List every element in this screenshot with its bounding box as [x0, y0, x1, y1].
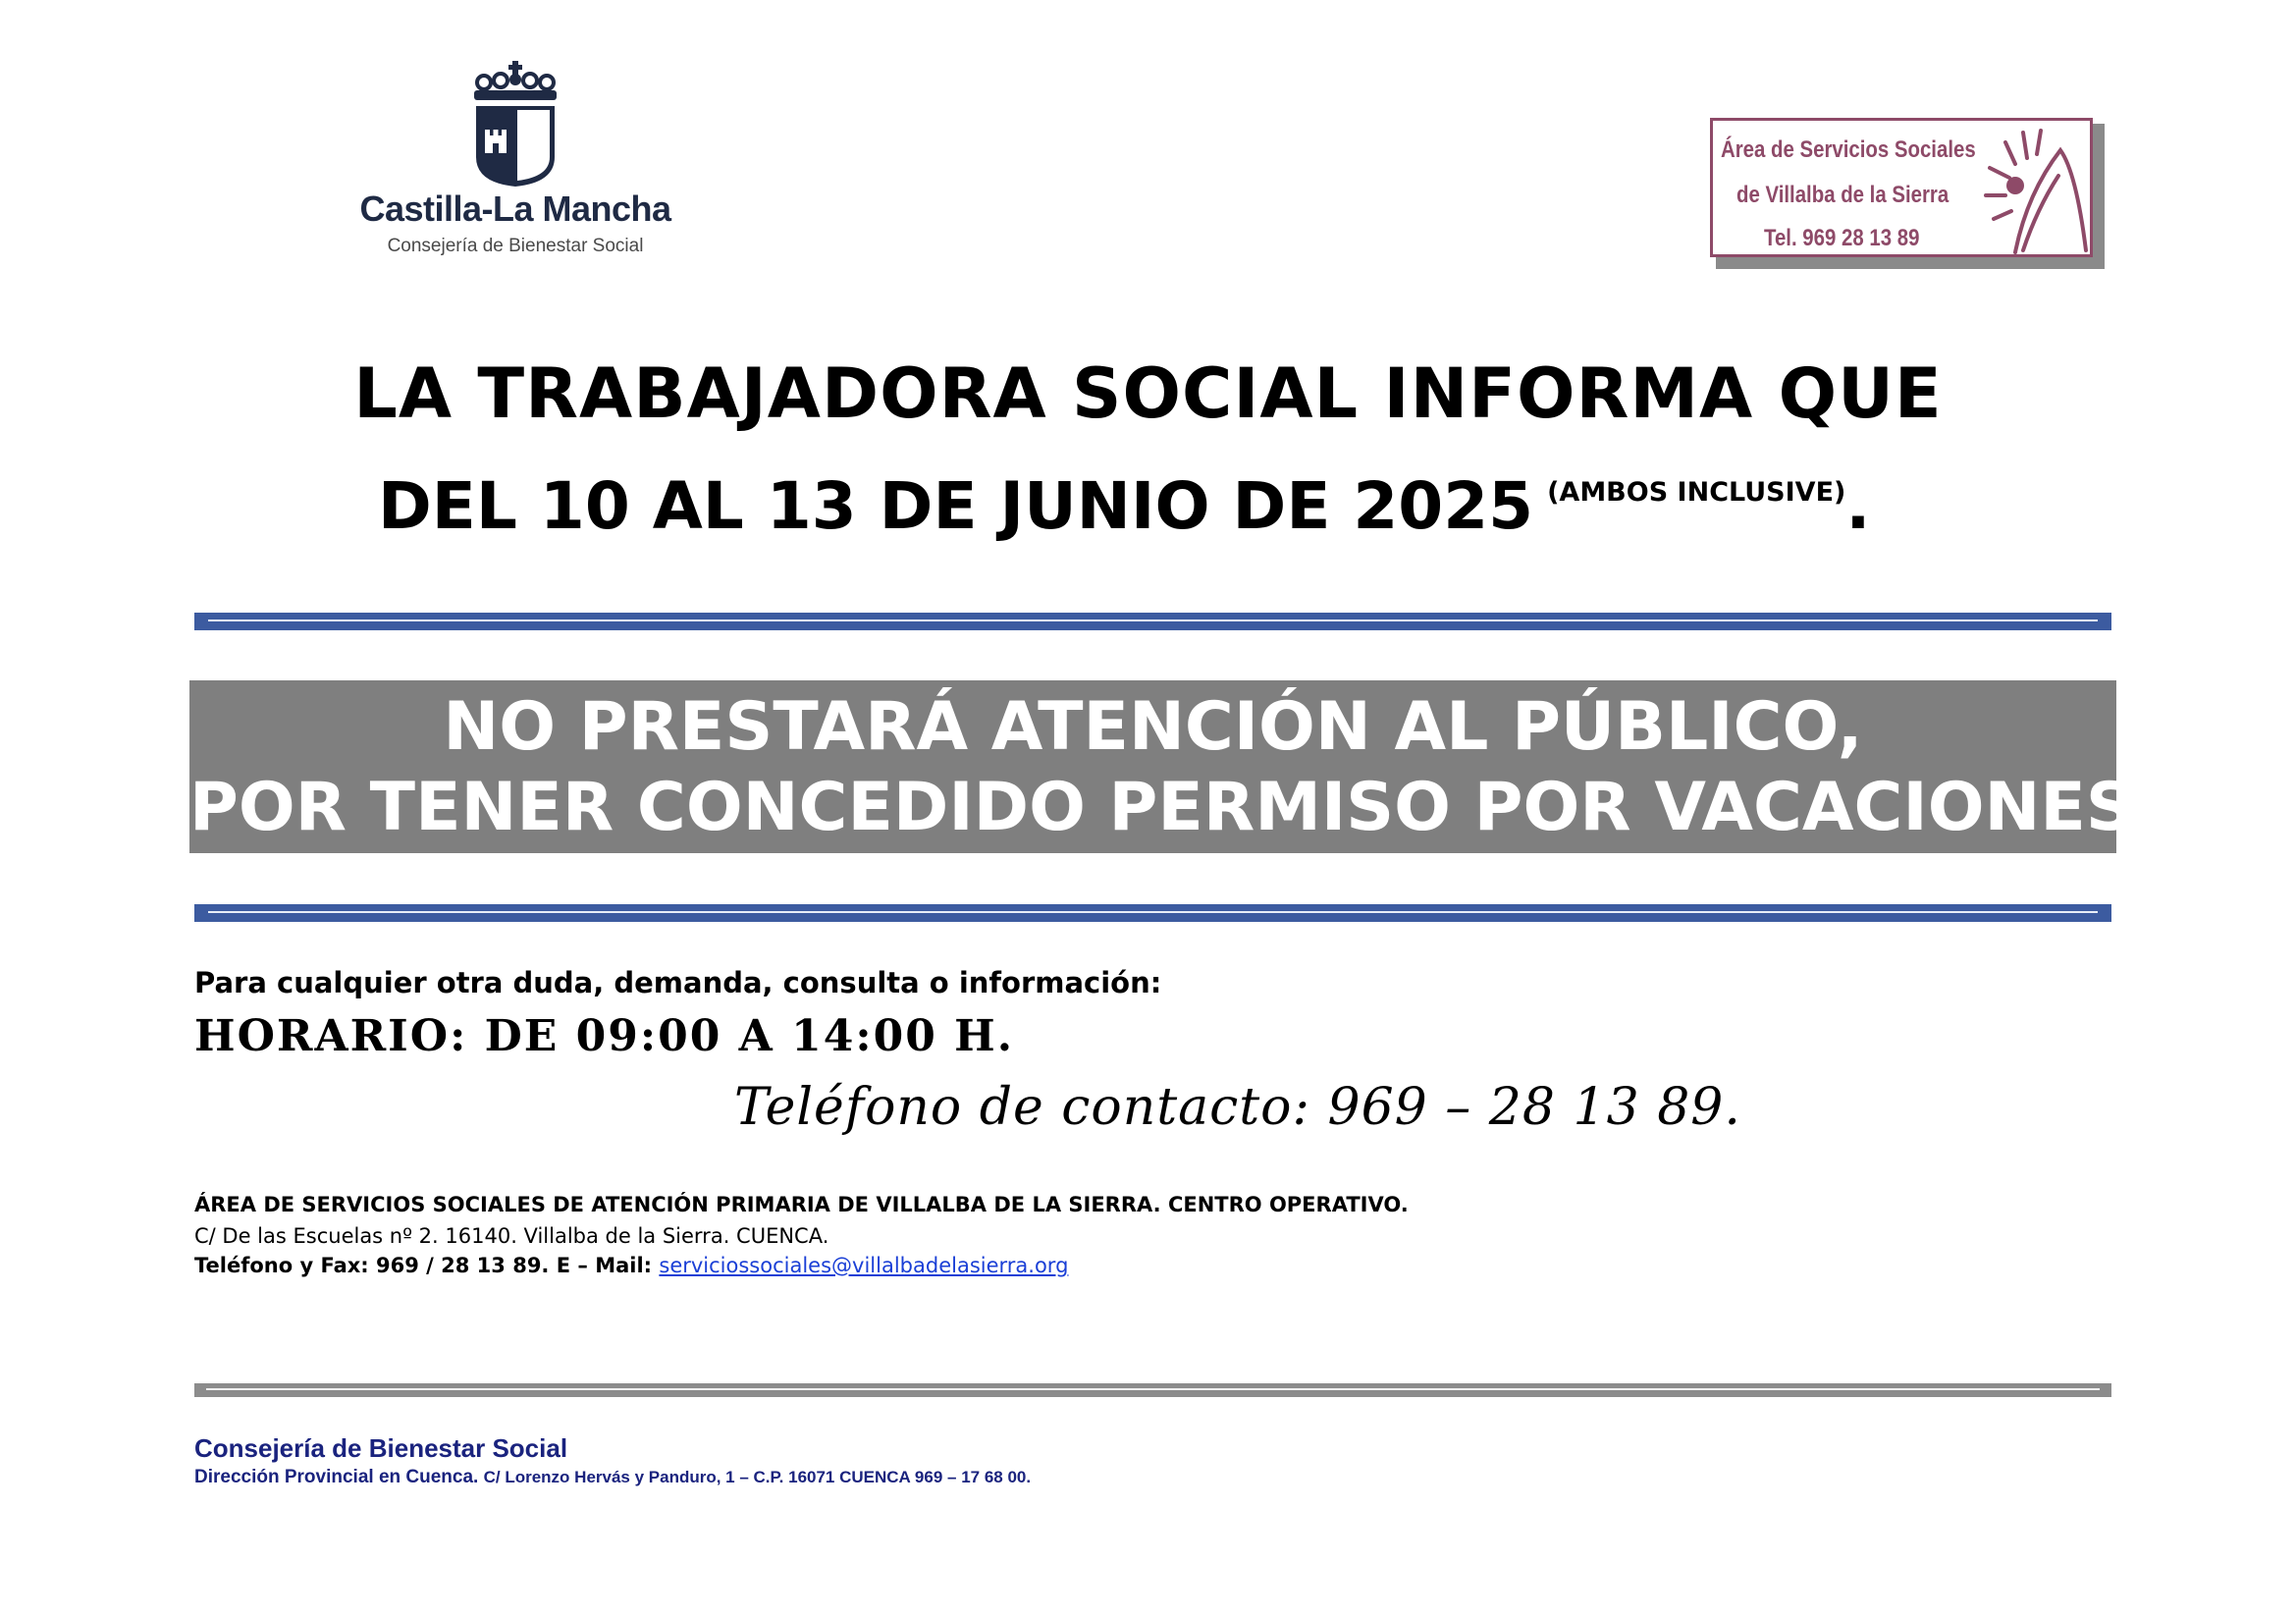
- servicios-sociales-stamp: [1710, 118, 2103, 265]
- blue-divider-bottom: [194, 904, 2111, 922]
- organization-contact-prefix: Teléfono y Fax: 969 / 28 13 89. E – Mail:: [194, 1254, 660, 1277]
- clm-logo-department: Consejería de Bienestar Social: [387, 236, 644, 256]
- stamp-line-3: Tel. 969 28 13 89: [1764, 225, 1920, 251]
- clm-logo-name: Castilla-La Mancha: [359, 189, 671, 229]
- crown-castle-crest-icon: [468, 61, 562, 189]
- stamp-box: [1710, 118, 2093, 257]
- footer-address: C/ Lorenzo Hervás y Panduro, 1 – C.P. 16071 CUENCA 969 – 17 68 00.: [483, 1468, 1032, 1486]
- contact-intro: Para cualquier otra duda, demanda, consulta o información:: [194, 966, 1162, 999]
- castilla-la-mancha-logo: [358, 61, 672, 267]
- footer-directorate: Dirección Provincial en Cuenca.: [194, 1467, 479, 1487]
- banner-line-2: POR TENER CONCEDIDO PERMISO POR VACACIONES.: [189, 769, 2160, 846]
- footer-title: Consejería de Bienestar Social: [194, 1433, 568, 1463]
- organization-name: ÁREA DE SERVICIOS SOCIALES DE ATENCIÓN PRIMARIA DE VILLALBA DE LA SIERRA. CENTRO OPERATIVO.: [194, 1193, 1409, 1216]
- headline-line-1: LA TRABAJADORA SOCIAL INFORMA QUE: [353, 353, 1943, 434]
- headline-line-2: [378, 468, 1870, 544]
- grey-divider-footer: [194, 1383, 2111, 1397]
- opening-hours: HORARIO: DE 09:00 A 14:00 H.: [194, 1011, 1015, 1061]
- headline-dates: DEL 10 AL 13 DE JUNIO DE 2025: [378, 468, 1534, 544]
- contact-phone: Teléfono de contacto: 969 – 28 13 89.: [734, 1078, 1741, 1137]
- banner-line-1: NO PRESTARÁ ATENCIÓN AL PÚBLICO,: [443, 688, 1863, 766]
- headline-note: (AMBOS INCLUSIVE): [1547, 477, 1846, 508]
- headline-end: .: [1845, 468, 1871, 544]
- stamp-line-2: de Villalba de la Sierra: [1736, 182, 1949, 208]
- notice-banner: [189, 680, 2160, 853]
- footer-subtitle: [194, 1467, 1031, 1488]
- stylized-hands-figure-icon: [1976, 125, 2092, 256]
- blue-divider-top: [194, 613, 2111, 630]
- email-link[interactable]: serviciossociales@villalbadelasierra.org: [659, 1254, 1069, 1277]
- stamp-line-1: Área de Servicios Sociales: [1721, 136, 1976, 163]
- organization-contact: [194, 1254, 1068, 1277]
- organization-address: C/ De las Escuelas nº 2. 16140. Villalba de la Sierra. CUENCA.: [194, 1224, 829, 1248]
